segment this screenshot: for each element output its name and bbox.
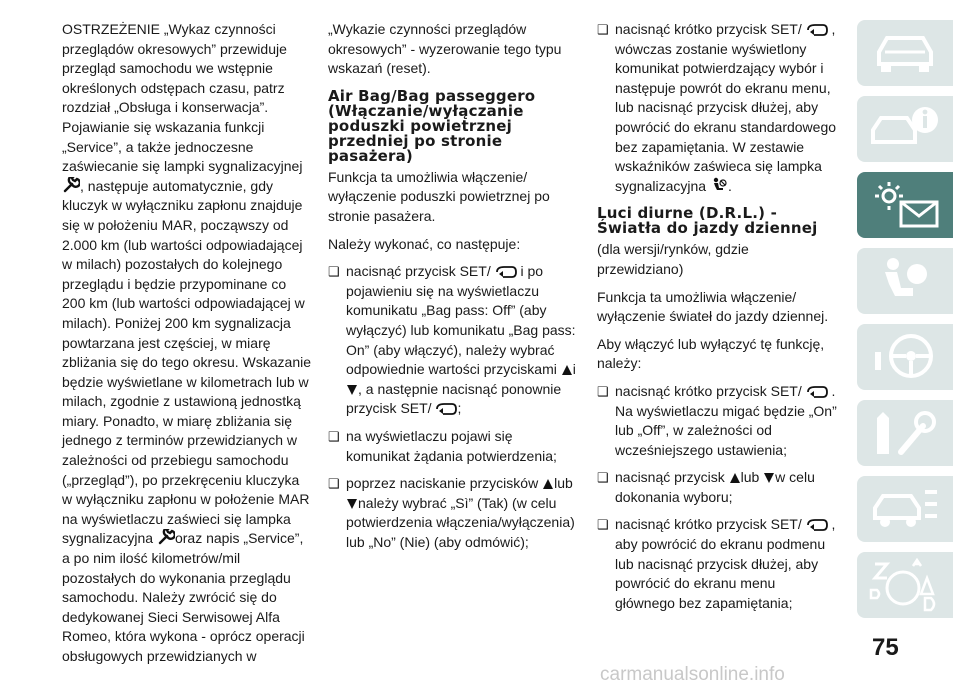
airbag-off-icon (710, 177, 728, 193)
wrench-service-icon (867, 406, 943, 460)
list-item: ❑ nacisnąć przycisk SET/ i po pojawieniu się na wyświetlaczu komunikatu „Bag pass: Off” (aby wyłączyć) lub komunikatu „Bag pass: On” (aby włączyć), należy wybrać odpowiednie wartości przyciskami i, a następnie nacisnąć ponownie przycisk SET/ ; (328, 262, 578, 419)
watermark: carmanualsonline.info (600, 664, 785, 685)
paragraph-service-warning: OSTRZEŻENIE „Wykaz czynności przeglądów okresowych” przewiduje przegląd samochodu we wstępnie określonych odstępach czasu, patrz rozdział „Obsługa i konserwacja”. Pojawianie się wskazania funkcji „Service”, a także jednoczesne zaświecanie się lampki sygnalizacyjnej , następuje automatycznie, gdy kluczyk w wyłączniku zapłonu znajduje się w położeniu MAR, począwszy od 2.000 km (lub wartości odpowiadającej w milach) pozostałych do kolejnego przeglądu i będzie przypominane co 200 km (lub wartości odpowiadającej w milach). Poniżej 200 km sygnalizacja powtarzana jest częściej, w miarę zbliżania się do tego okresu. Wskazanie będzie wyświetlane w kilometrach lub w milach, zgodnie z ustawioną jednostką miary. Ponadto, w miarę zbliżania się jednego z terminów przewidzianych w zależności od przebiegu samochodu („przegląd”), po przekręceniu kluczyka w wyłączniku zapłonu w położenie MAR na wyświetlaczu zaświeci się lampka sygnalizacyjna oraz napis „Service”, a po nim ilość kilometrów/mil pozostałych do wykonania przeglądu samochodu. Należy zwrócić się do dedykowanej Sieci Serwisowej Alfa Romeo, która wykona - oprócz operacji obsługowych przewidzianych w (62, 21, 312, 664)
list-item: ❑ poprzez naciskanie przycisków lub należy wybrać „Sì” (Tak) (w celu potwierdzenia włączenia/wyłączenia) lub „No” (Nie) (aby odmówić); (328, 474, 578, 552)
wrench-icon (157, 529, 175, 545)
chapter-tabs (857, 20, 953, 628)
column-left (62, 20, 312, 675)
steering-wheel-icon (867, 330, 943, 384)
return-arrow-icon (806, 24, 828, 36)
up-arrow-icon (561, 364, 573, 376)
alphabet-index-icon (867, 558, 943, 612)
paragraph-steps-intro: Należy wykonać, co następuje: (328, 235, 521, 252)
up-arrow-icon (542, 478, 554, 490)
down-arrow-icon (763, 472, 775, 484)
car-front-icon (867, 26, 943, 80)
wrench-icon (62, 177, 80, 193)
list-item: ❑ na wyświetlaczu pojawi się komunikat żądania potwierdzenia; (328, 427, 578, 466)
return-arrow-icon (495, 266, 517, 278)
tab-safety[interactable] (857, 248, 953, 314)
column-middle (328, 20, 578, 560)
seat-airbag-icon (867, 254, 943, 308)
down-arrow-icon (346, 384, 358, 396)
paragraph-drl-intro: Funkcja ta umożliwia włączenie/ wyłączenie świateł do jazdy dziennej. (597, 288, 829, 325)
tab-warning-lights[interactable] (857, 172, 953, 238)
section-heading-airbag: Air Bag/Bag passeggero (Włączanie/wyłączanie poduszki powietrznej przedniej po stronie pasażera) (328, 86, 536, 165)
tab-car-front[interactable] (857, 20, 953, 86)
page-number: 75 (872, 634, 899, 661)
column-right (597, 20, 837, 621)
tab-car-info[interactable] (857, 96, 953, 162)
up-arrow-icon (729, 472, 741, 484)
list-item: ❑ nacisnąć krótko przycisk SET/ , wówczas zostanie wyświetlony komunikat potwierdzający wybór i następuje powrót do ekranu menu, lub nacisnąć przycisk dłużej, aby powrócić do ekranu standardowego bez zapamiętania. W zestawie wskaźników zaświeca się lampka sygnalizacyjna . (597, 20, 837, 196)
return-arrow-icon (806, 386, 828, 398)
section-heading-drl: Luci diurne (D.R.L.) - Światła do jazdy dziennej (597, 204, 818, 238)
warning-light-envelope-icon (867, 178, 943, 232)
return-arrow-icon (435, 403, 457, 415)
down-arrow-icon (346, 498, 358, 510)
list-item: ❑ nacisnąć przycisk lub w celu dokonania wyboru; (597, 468, 837, 507)
return-arrow-icon (806, 519, 828, 531)
tab-emergency[interactable] (857, 400, 953, 466)
list-item: ❑ nacisnąć krótko przycisk SET/ . Na wyświetlaczu migać będzie „On” lub „Off”, w zależności od wcześniejszego ustawienia; (597, 382, 837, 460)
car-specs-icon (867, 482, 943, 536)
tab-specifications[interactable] (857, 476, 953, 542)
paragraph-airbag-intro: Funkcja ta umożliwia włączenie/ wyłączenie poduszki powietrznej po stronie pasażera. (328, 168, 550, 224)
list-item: ❑ nacisnąć krótko przycisk SET/ , aby powrócić do ekranu podmenu lub nacisnąć przycisk dłużej, aby powrócić do ekranu menu głównego bez zapamiętania; (597, 515, 837, 613)
car-info-icon (867, 102, 943, 156)
paragraph-drl-steps: Aby włączyć lub wyłączyć tę funkcję, należy: (597, 335, 825, 372)
paragraph-reset: „Wykazie czynności przeglądów okresowych” - wyzerowanie tego typu wskazań (reset). (328, 21, 562, 77)
paragraph-drl-availability: (dla wersji/rynków, gdzie przewidziano) (597, 241, 749, 277)
tab-index[interactable] (857, 552, 953, 618)
tab-driving[interactable] (857, 324, 953, 390)
